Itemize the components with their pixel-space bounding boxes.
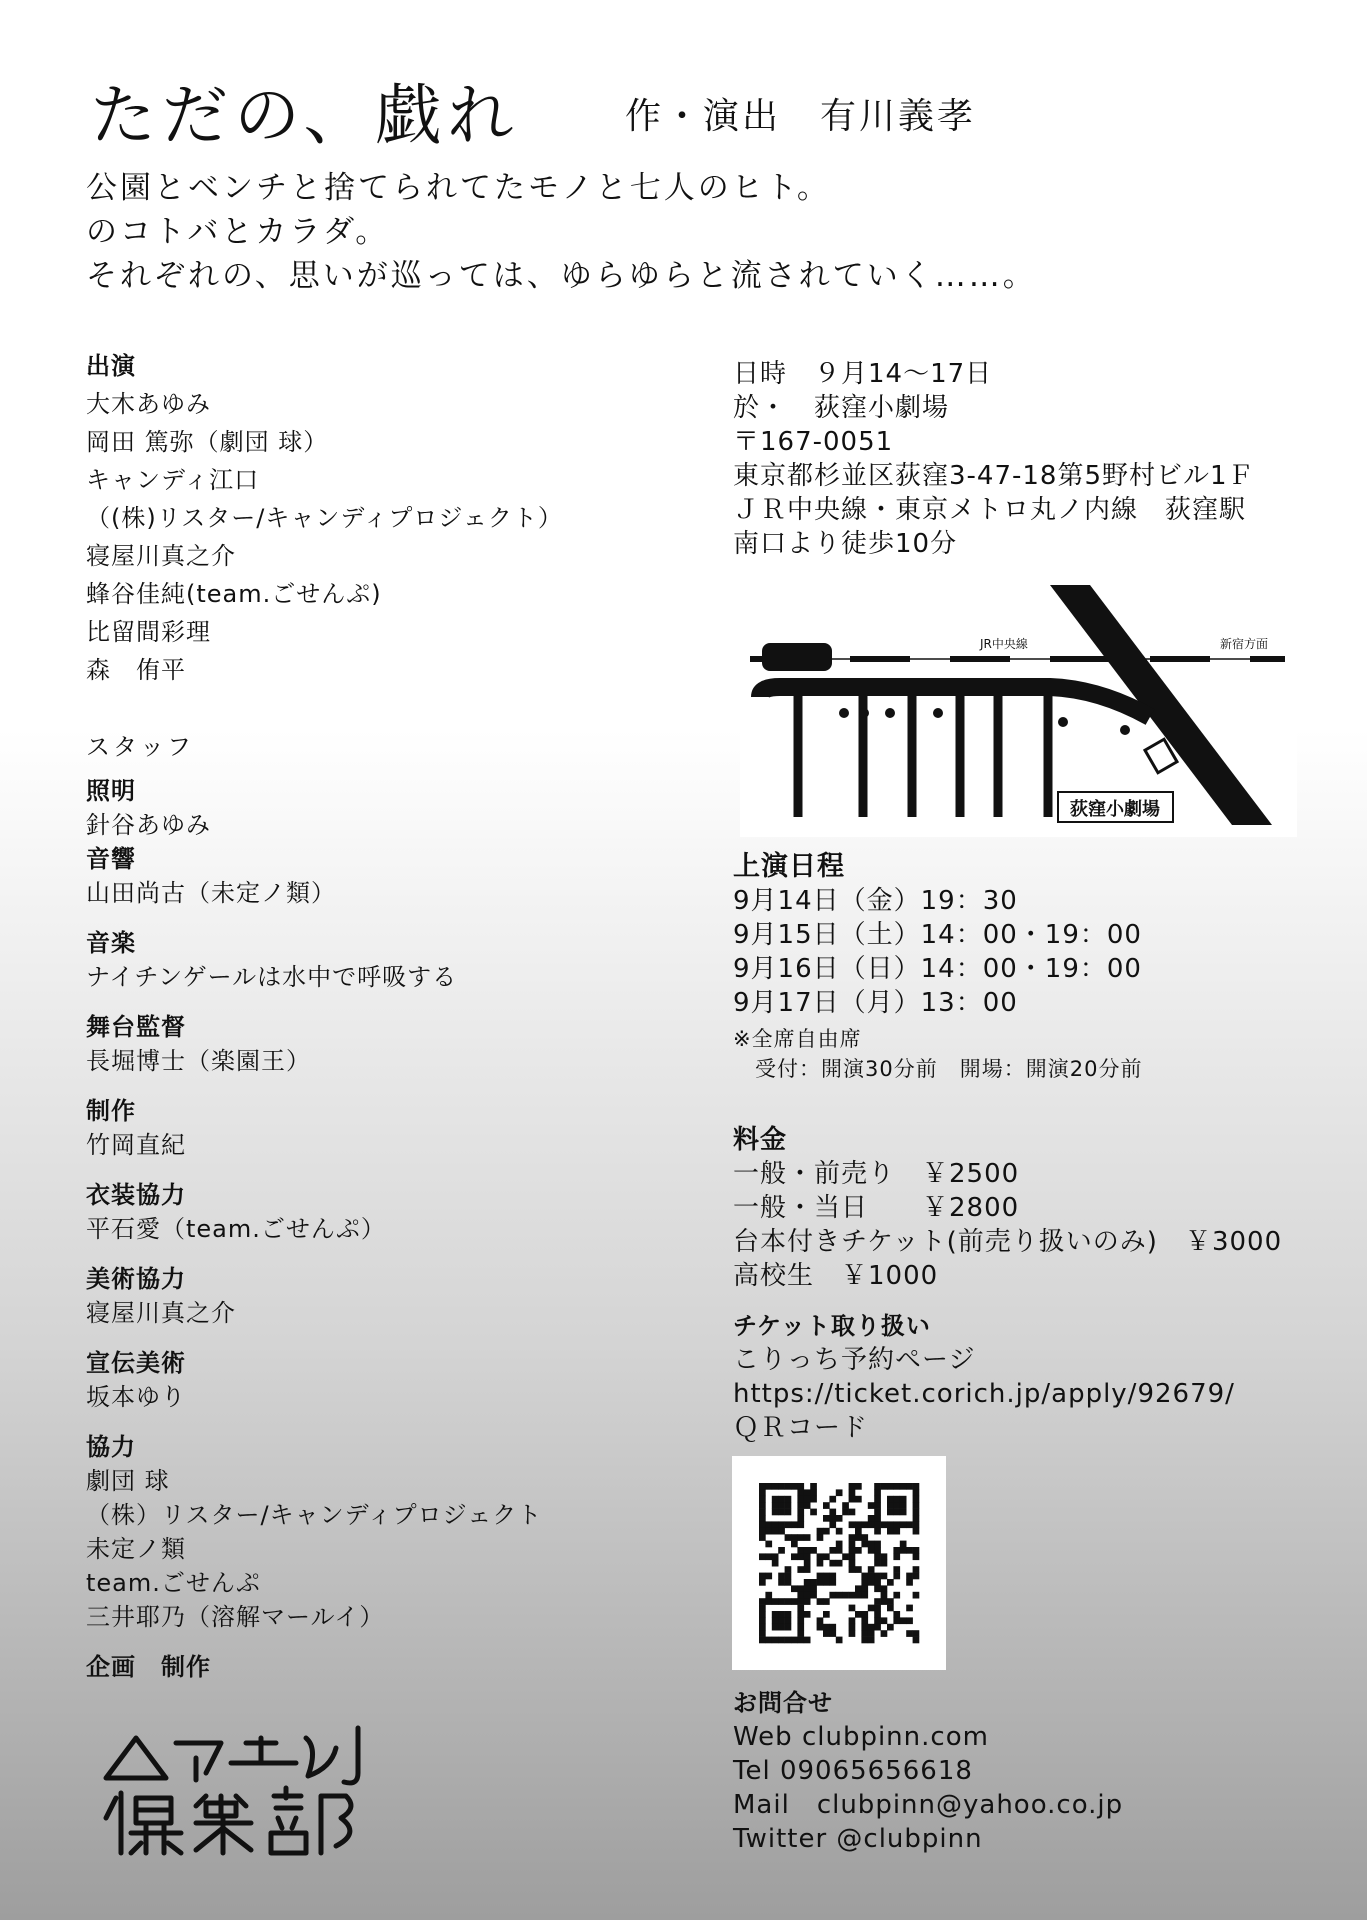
intro-line: それぞれの、思いが巡っては、ゆらゆらと流されていく……。 xyxy=(86,258,1037,294)
venue-section xyxy=(733,357,1255,561)
staff-name: ナイチンゲールは水中で呼吸する xyxy=(86,963,458,991)
cast-member: （(株)リスター/キャンディプロジェクト） xyxy=(86,504,563,532)
postal-code: 〒167-0051 xyxy=(733,427,894,457)
ticket-url[interactable]: https://ticket.corich.jp/apply/92679/ xyxy=(733,1379,1235,1409)
seating-note: ※全席自由席 xyxy=(733,1027,862,1051)
cast-member: 森 侑平 xyxy=(86,656,186,684)
price-item: 一般・前売り ￥2500 xyxy=(733,1159,1020,1189)
staff-role: 宣伝美術 xyxy=(86,1349,186,1377)
main-road xyxy=(760,687,1150,717)
schedule-heading: 上演日程 xyxy=(733,851,845,882)
staff-name: 長堀博士（楽園王） xyxy=(86,1047,311,1075)
qr-label: ＱＲコード xyxy=(733,1413,869,1443)
cast-member: 寝屋川真之介 xyxy=(86,542,236,570)
theater-label: 荻窪小劇場 xyxy=(1070,799,1160,820)
price-section xyxy=(733,1123,1282,1293)
staff-name: 寝屋川真之介 xyxy=(86,1299,236,1327)
price-item: 高校生 ￥1000 xyxy=(733,1261,939,1291)
ticket-section xyxy=(733,1309,1235,1445)
intro-line: 公園とベンチと捨てられてたモノと七人のヒト。 xyxy=(86,170,831,206)
staff-name: 三井耶乃（溶解マールイ） xyxy=(86,1603,385,1631)
cast-member: キャンディ江口 xyxy=(86,466,260,494)
schedule-item: 9月15日（土）14：00・19：00 xyxy=(733,920,1142,950)
schedule-item: 9月16日（日）14：00・19：00 xyxy=(733,954,1142,984)
address-text: 東京都杉並区荻窪3-47-18第5野村ビル1Ｆ xyxy=(733,461,1255,491)
rail-label: JR中央線 xyxy=(980,637,1028,651)
staff-name: 針谷あゆみ xyxy=(86,811,211,839)
schedule-section xyxy=(733,850,1142,1084)
intro-text xyxy=(86,166,1037,298)
staff-name: 山田尚古（未定ノ類） xyxy=(86,879,336,907)
staff-role: 照明 xyxy=(86,777,136,805)
ticket-heading: チケット取り扱い xyxy=(733,1312,931,1340)
staff-role: 衣装協力 xyxy=(86,1181,186,1209)
ticket-site: こりっち予約ページ xyxy=(733,1345,976,1375)
staff-name: team.ごせんぷ xyxy=(86,1569,261,1597)
intro-line: のコトバとカラダ。 xyxy=(86,214,390,250)
contact-twitter[interactable]: Twitter @clubpinn xyxy=(733,1824,983,1854)
qr-code[interactable] xyxy=(732,1456,946,1670)
cast-heading: 出演 xyxy=(86,352,136,380)
cast-section xyxy=(86,347,563,689)
train-lines-text: ＪＲ中央線・東京メトロ丸ノ内線 荻窪駅 xyxy=(733,495,1247,525)
staff-role: 音楽 xyxy=(86,929,136,957)
cast-member: 岡田 篤弥（劇団 球） xyxy=(86,428,329,456)
landmark-dots xyxy=(839,708,1130,735)
author-credit: 作・演出 有川義孝 xyxy=(625,96,977,137)
staff-section xyxy=(86,728,542,1684)
page-title: ただの、戯れ xyxy=(90,77,520,154)
staff-role: 音響 xyxy=(86,845,136,873)
access-map xyxy=(740,567,1297,837)
contact-mail[interactable]: Mail clubpinn@yahoo.co.jp xyxy=(733,1790,1124,1820)
schedule-item: 9月14日（金）19：30 xyxy=(733,886,1018,916)
price-item: 台本付きチケット(前売り扱いのみ) ￥3000 xyxy=(733,1227,1283,1257)
staff-role: 協力 xyxy=(86,1433,136,1461)
side-streets xyxy=(798,691,1048,817)
staff-role: 制作 xyxy=(86,1097,136,1125)
cast-member: 蜂谷佳純(team.ごせんぷ) xyxy=(86,580,382,608)
produce-heading: 企画 制作 xyxy=(86,1653,211,1681)
schedule-item: 9月17日（月）13：00 xyxy=(733,988,1018,1018)
contact-heading: お問合せ xyxy=(733,1689,833,1717)
staff-name: 坂本ゆり xyxy=(86,1383,186,1411)
reception-note: 受付：開演30分前 開場：開演20分前 xyxy=(733,1057,1143,1081)
price-heading: 料金 xyxy=(733,1125,788,1155)
contact-web[interactable]: Web clubpinn.com xyxy=(733,1722,989,1752)
staff-name: （株）リスター/キャンディプロジェクト xyxy=(86,1501,543,1529)
staff-role: 舞台監督 xyxy=(86,1013,186,1041)
date-text: 日時 ９月14～17日 xyxy=(733,359,993,389)
walk-text: 南口より徒歩10分 xyxy=(733,529,958,559)
art-club-logo xyxy=(96,1718,376,1858)
cast-member: 大木あゆみ xyxy=(86,390,211,418)
direction-label: 新宿方面 xyxy=(1220,637,1269,651)
station-block xyxy=(762,643,832,671)
staff-name: 劇団 球 xyxy=(86,1467,170,1495)
staff-name: 平石愛（team.ごせんぷ） xyxy=(86,1215,386,1243)
place-text: 於・ 荻窪小劇場 xyxy=(733,393,950,423)
price-item: 一般・当日 ￥2800 xyxy=(733,1193,1020,1223)
staff-name: 未定ノ類 xyxy=(86,1535,186,1563)
diagonal-road xyxy=(1050,585,1272,825)
staff-heading: スタッフ xyxy=(86,733,194,761)
staff-role: 美術協力 xyxy=(86,1265,186,1293)
contact-section xyxy=(733,1686,1123,1856)
contact-tel[interactable]: Tel 09065656618 xyxy=(733,1756,973,1786)
cast-member: 比留間彩理 xyxy=(86,618,211,646)
staff-name: 竹岡直紀 xyxy=(86,1131,186,1159)
